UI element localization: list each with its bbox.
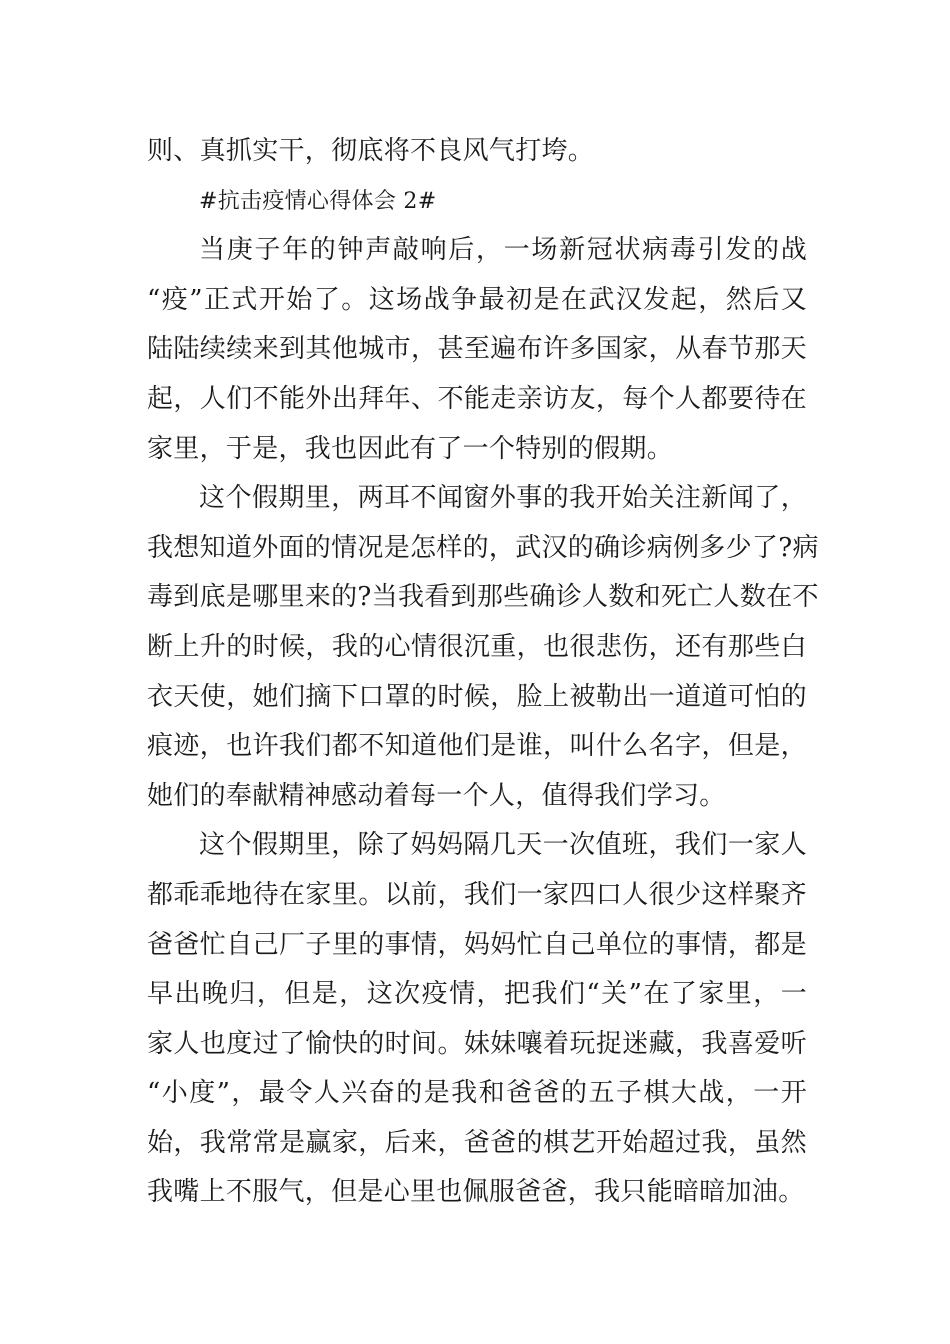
text-line: 断上升的时候，我的心情很沉重，也很悲伤，还有那些白 [147, 631, 807, 662]
text-line: 陆陆续续来到其他城市，甚至遍布许多国家，从春节那天 [147, 334, 807, 365]
text-line: 这个假期里，两耳不闻窗外事的我开始关注新闻了， [199, 483, 807, 514]
text-line: 起，人们不能外出拜年、不能走亲访友，每个人都要待在 [147, 383, 807, 414]
text-line: 当庚子年的钟声敲响后，一场新冠状病毒引发的战 [199, 235, 807, 266]
text-line: 家里，于是，我也因此有了一个特别的假期。 [147, 433, 674, 464]
carryover-paragraph [147, 127, 807, 177]
paragraph-1 [147, 226, 807, 474]
text-line: “小度”，最令人兴奋的是我和爸爸的五子棋大战，一开 [147, 1078, 807, 1109]
text-line: 我嘴上不服气，但是心里也佩服爸爸，我只能暗暗加油。 [147, 1177, 805, 1208]
text-line: 家人也度过了愉快的时间。妹妹嚷着玩捉迷藏，我喜爱听 [147, 1028, 807, 1059]
text-line: 始，我常常是赢家，后来，爸爸的棋艺开始超过我，虽然 [147, 1127, 807, 1158]
text-line: 痕迹，也许我们都不知道他们是谁，叫什么名字，但是， [147, 731, 807, 762]
text-line: 早出晚归，但是，这次疫情，把我们“关”在了家里，一 [147, 979, 807, 1010]
text-line: 这个假期里，除了妈妈隔几天一次值班，我们一家人 [199, 830, 807, 861]
text-line: 她们的奉献精神感动着每一个人，值得我们学习。 [147, 780, 726, 811]
paragraph-2 [147, 474, 819, 821]
text-line: “疫”正式开始了。这场战争最初是在武汉发起，然后又 [147, 284, 807, 315]
text-line: 毒到底是哪里来的?当我看到那些确诊人数和死亡人数在不 [147, 582, 819, 613]
text-line: 衣天使，她们摘下口罩的时候，脸上被勒出一道道可怕的 [147, 681, 807, 712]
paragraph-3 [147, 821, 807, 1218]
document-body [147, 127, 819, 1218]
text-line: 我想知道外面的情况是怎样的，武汉的确诊病例多少了?病 [147, 532, 819, 563]
text-line: 都乖乖地待在家里。以前，我们一家四口人很少这样聚齐 [147, 879, 807, 910]
text-line: 爸爸忙自己厂子里的事情，妈妈忙自己单位的事情，都是 [147, 929, 807, 960]
text-line: 则、真抓实干，彻底将不良风气打垮。 [147, 136, 595, 166]
section-heading: #抗击疫情心得体会 2# [199, 188, 437, 214]
